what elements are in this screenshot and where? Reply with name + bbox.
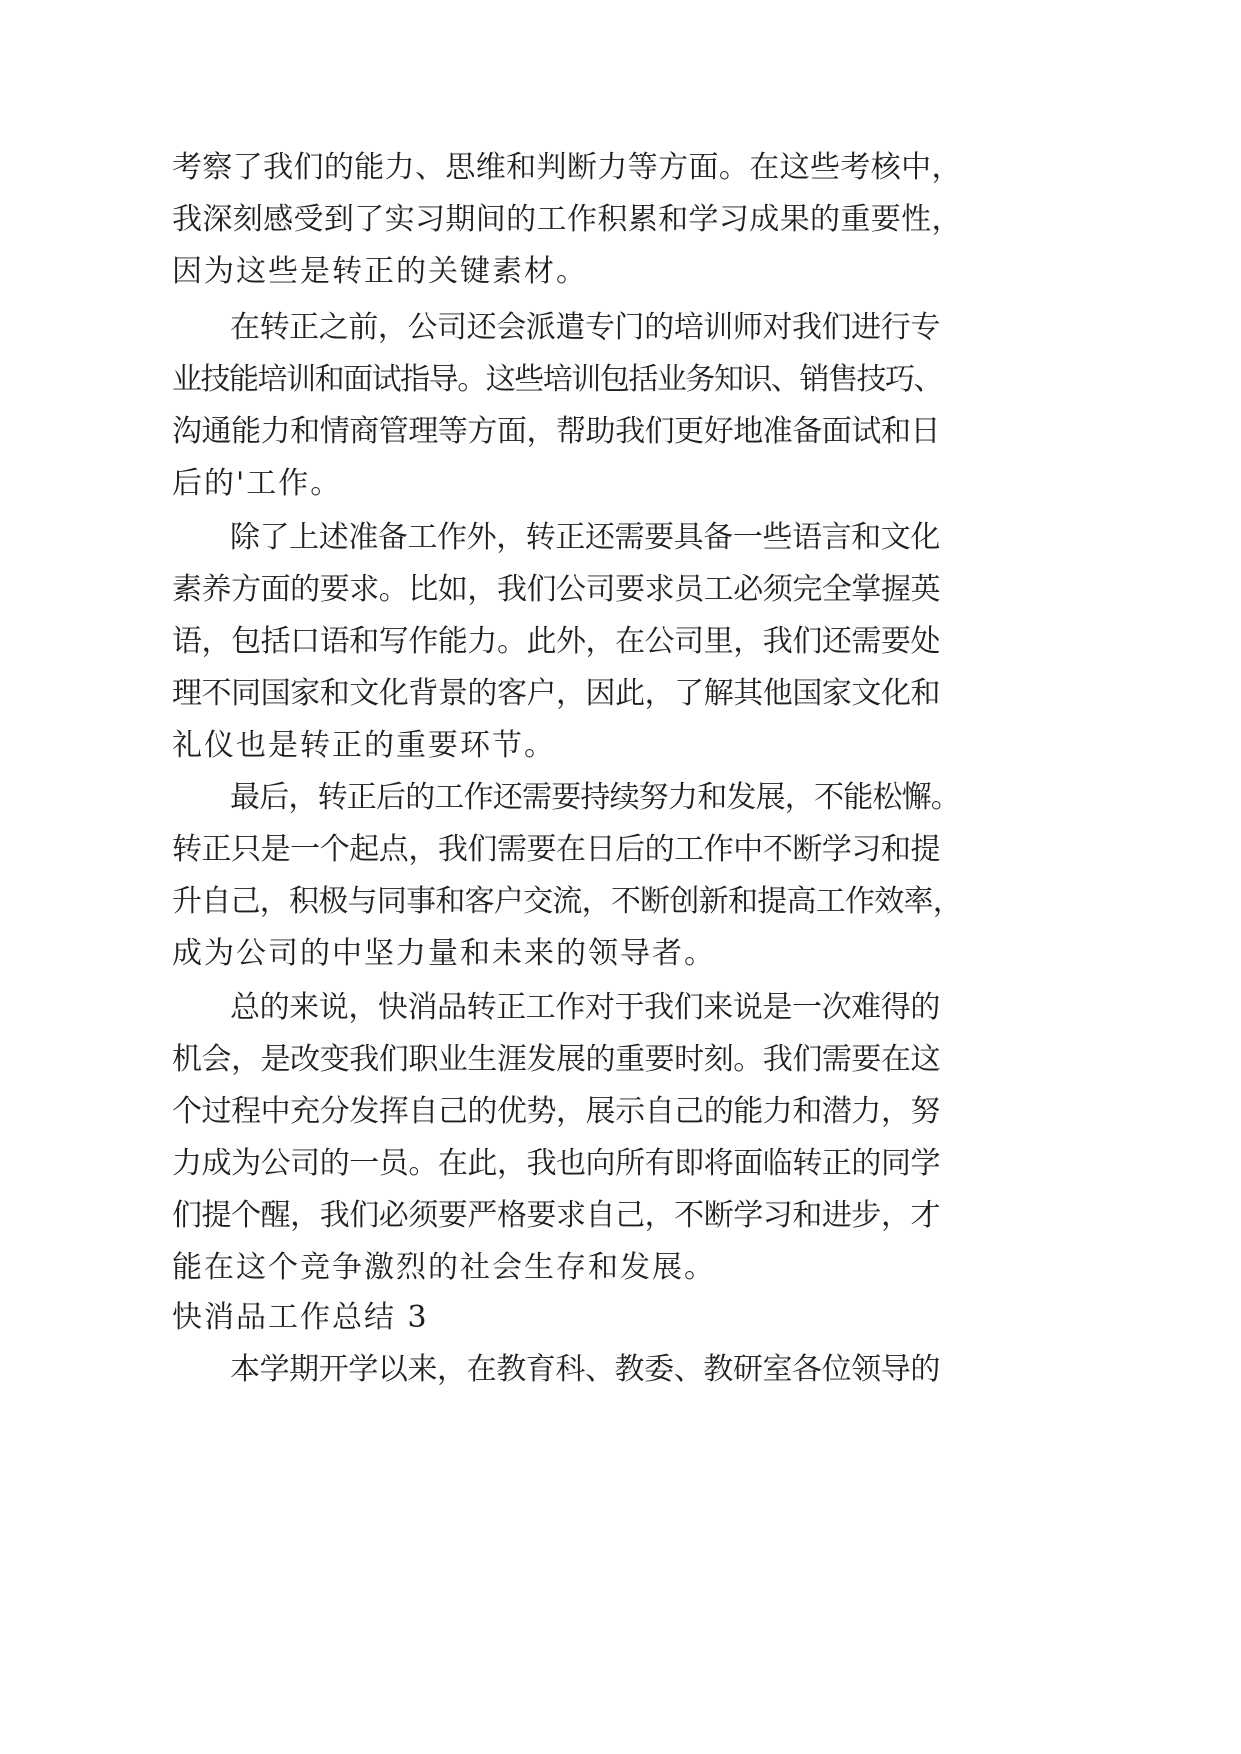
paragraph-4-line-2: 转正只是一个起点，我们需要在日后的工作中不断学习和提 [172, 832, 941, 867]
paragraph-5-line-2: 机会，是改变我们职业生涯发展的重要时刻。我们需要在这 [172, 1042, 941, 1077]
paragraph-2-line-3: 沟通能力和情商管理等方面，帮助我们更好地准备面试和日 [172, 414, 941, 449]
paragraph-1-line-2: 我深刻感受到了实习期间的工作积累和学习成果的重要性， [172, 202, 962, 237]
paragraph-5-line-6: 能在这个竞争激烈的社会生存和发展。 [172, 1250, 716, 1285]
paragraph-6-line-1: 本学期开学以来，在教育科、教委、教研室各位领导的 [230, 1352, 940, 1387]
paragraph-4-line-3: 升自己，积极与同事和客户交流，不断创新和提高工作效率， [172, 884, 963, 919]
section-heading: 快消品工作总结 3 [172, 1300, 429, 1335]
paragraph-2-line-2: 业技能培训和面试指导。这些培训包括业务知识、销售技巧、 [172, 362, 943, 397]
paragraph-4-line-4: 成为公司的中坚力量和未来的领导者。 [172, 936, 716, 971]
paragraph-5-line-5: 们提个醒，我们必须要严格要求自己，不断学习和进步，才 [172, 1198, 941, 1233]
paragraph-4-line-1: 最后，转正后的工作还需要持续努力和发展，不能松懈。 [230, 780, 960, 815]
paragraph-3-line-1: 除了上述准备工作外，转正还需要具备一些语言和文化 [230, 520, 940, 555]
paragraph-1-line-3: 因为这些是转正的关键素材。 [172, 254, 588, 289]
paragraph-5-line-3: 个过程中充分发挥自己的优势，展示自己的能力和潜力，努 [172, 1094, 941, 1129]
paragraph-5-line-1: 总的来说，快消品转正工作对于我们来说是一次难得的 [230, 990, 940, 1025]
paragraph-2-line-1: 在转正之前，公司还会派遣专门的培训师对我们进行专 [230, 310, 940, 345]
paragraph-3-line-5: 礼仪也是转正的重要环节。 [172, 728, 556, 763]
paragraph-5-line-4: 力成为公司的一员。在此，我也向所有即将面临转正的同学 [172, 1146, 941, 1181]
paragraph-3-line-3: 语，包括口语和写作能力。此外，在公司里，我们还需要处 [172, 624, 941, 659]
paragraph-3-line-2: 素养方面的要求。比如，我们公司要求员工必须完全掌握英 [172, 572, 941, 607]
paragraph-3-line-4: 理不同国家和文化背景的客户，因此，了解其他国家文化和 [172, 676, 941, 711]
paragraph-2-line-4: 后的'工作。 [172, 466, 343, 501]
paragraph-1-line-1: 考察了我们的能力、思维和判断力等方面。在这些考核中， [172, 150, 962, 185]
